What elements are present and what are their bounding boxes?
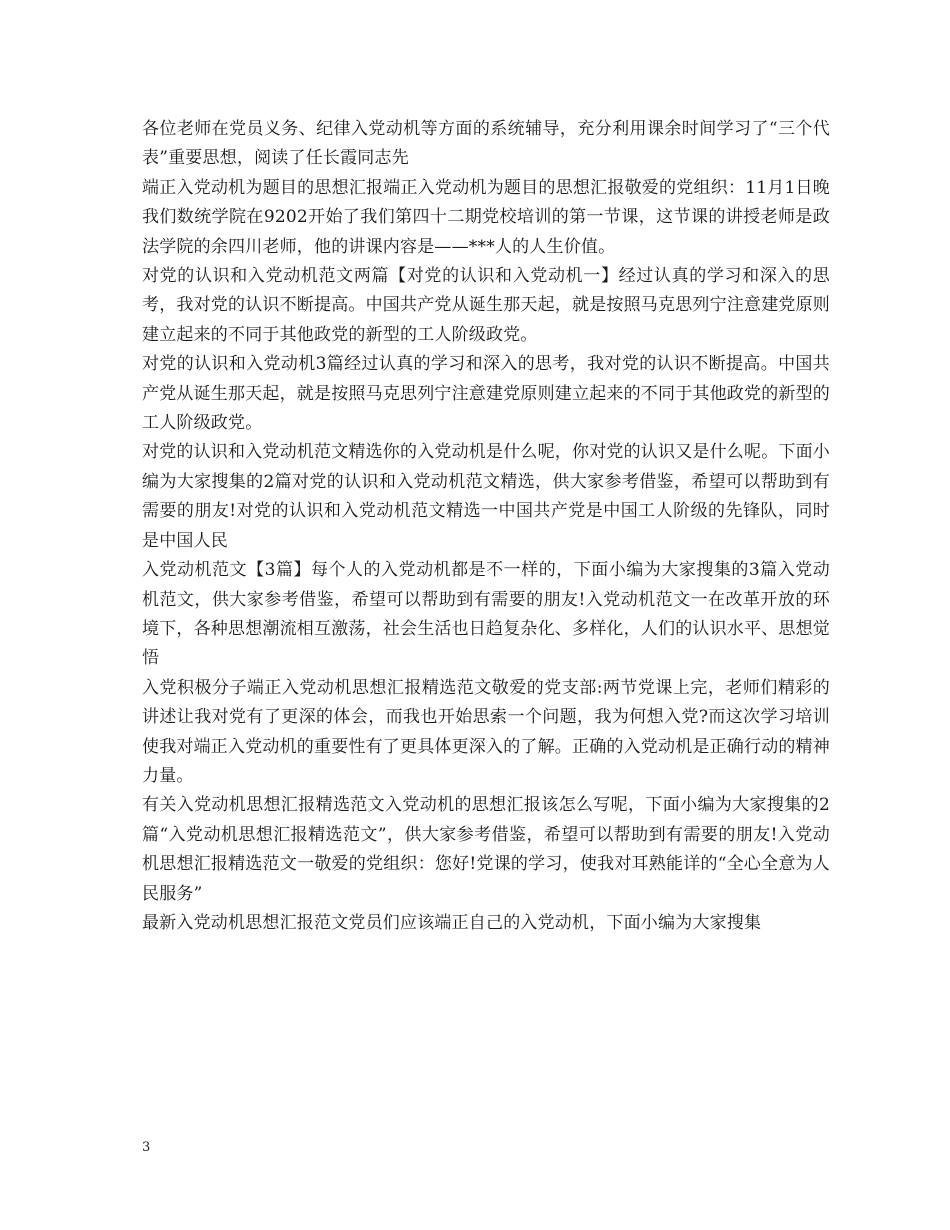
paragraph-3: 对党的认识和入党动机范文两篇【对党的认识和入党动机一】经过认真的学习和深入的思考，我对党的认识不断提高。中国共产党从诞生那天起，就是按照马克思列宁注意建党原则建立起来的不同于其他政党的新型的工人阶级政党。 [142,266,830,345]
paragraph-2: 端正入党动机为题目的思想汇报端正入党动机为题目的思想汇报敬爱的党组织：11月1日晚我们数统学院在9202开始了我们第四十二期党校培训的第一节课，这节课的讲授老师是政法学院的余四川老师，他的讲课内容是——***人的人生价值。 [142,177,830,257]
paragraph-7: 入党积极分子端正入党动机思想汇报精选范文敬爱的党支部:两节党课上完，老师们精彩的讲述让我对党有了更深的体会，而我也开始思索一个问题，我为何想入党?而这次学习培训使我对端正入党动机的重要性有了更具体更深入的了解。正确的入党动机是正确行动的精神力量。 [142,677,830,786]
paragraph-9: 最新入党动机思想汇报范文党员们应该端正自己的入党动机，下面小编为大家搜集 [142,912,762,933]
document-body [142,115,830,938]
paragraph-1: 各位老师在党员义务、纪律入党动机等方面的系统辅导，充分利用课余时间学习了“三个代表”重要思想，阅读了任长霞同志先 [142,119,830,169]
paragraph-4: 对党的认识和入党动机3篇经过认真的学习和深入的思考，我对党的认识不断提高。中国共产党从诞生那天起，就是按照马克思列宁注意建党原则建立起来的不同于其他政党的新型的工人阶级政党。 [142,354,830,434]
paragraph-8: 有关入党动机思想汇报精选范文入党动机的思想汇报该怎么写呢，下面小编为大家搜集的2篇“入党动机思想汇报精选范文”，供大家参考借鉴，希望可以帮助到有需要的朋友!入党动机思想汇报精选范文一敬爱的党组织：您好!党课的学习，使我对耳熟能详的“全心全意为人民服务” [142,795,830,904]
paragraph-6: 入党动机范文【3篇】每个人的入党动机都是不一样的，下面小编为大家搜集的3篇入党动机范文，供大家参考借鉴，希望可以帮助到有需要的朋友!入党动机范文一在改革开放的环境下，各种思想潮流相互激荡，社会生活也日趋复杂化、多样化，人们的认识水平、思想觉悟 [142,560,830,669]
page-number: 3 [142,1140,151,1155]
paragraph-5: 对党的认识和入党动机范文精选你的入党动机是什么呢，你对党的认识又是什么呢。下面小编为大家搜集的2篇对党的认识和入党动机范文精选，供大家参考借鉴，希望可以帮助到有需要的朋友!对党的认识和入党动机范文精选一中国共产党是中国工人阶级的先锋队，同时是中国人民 [142,442,830,551]
